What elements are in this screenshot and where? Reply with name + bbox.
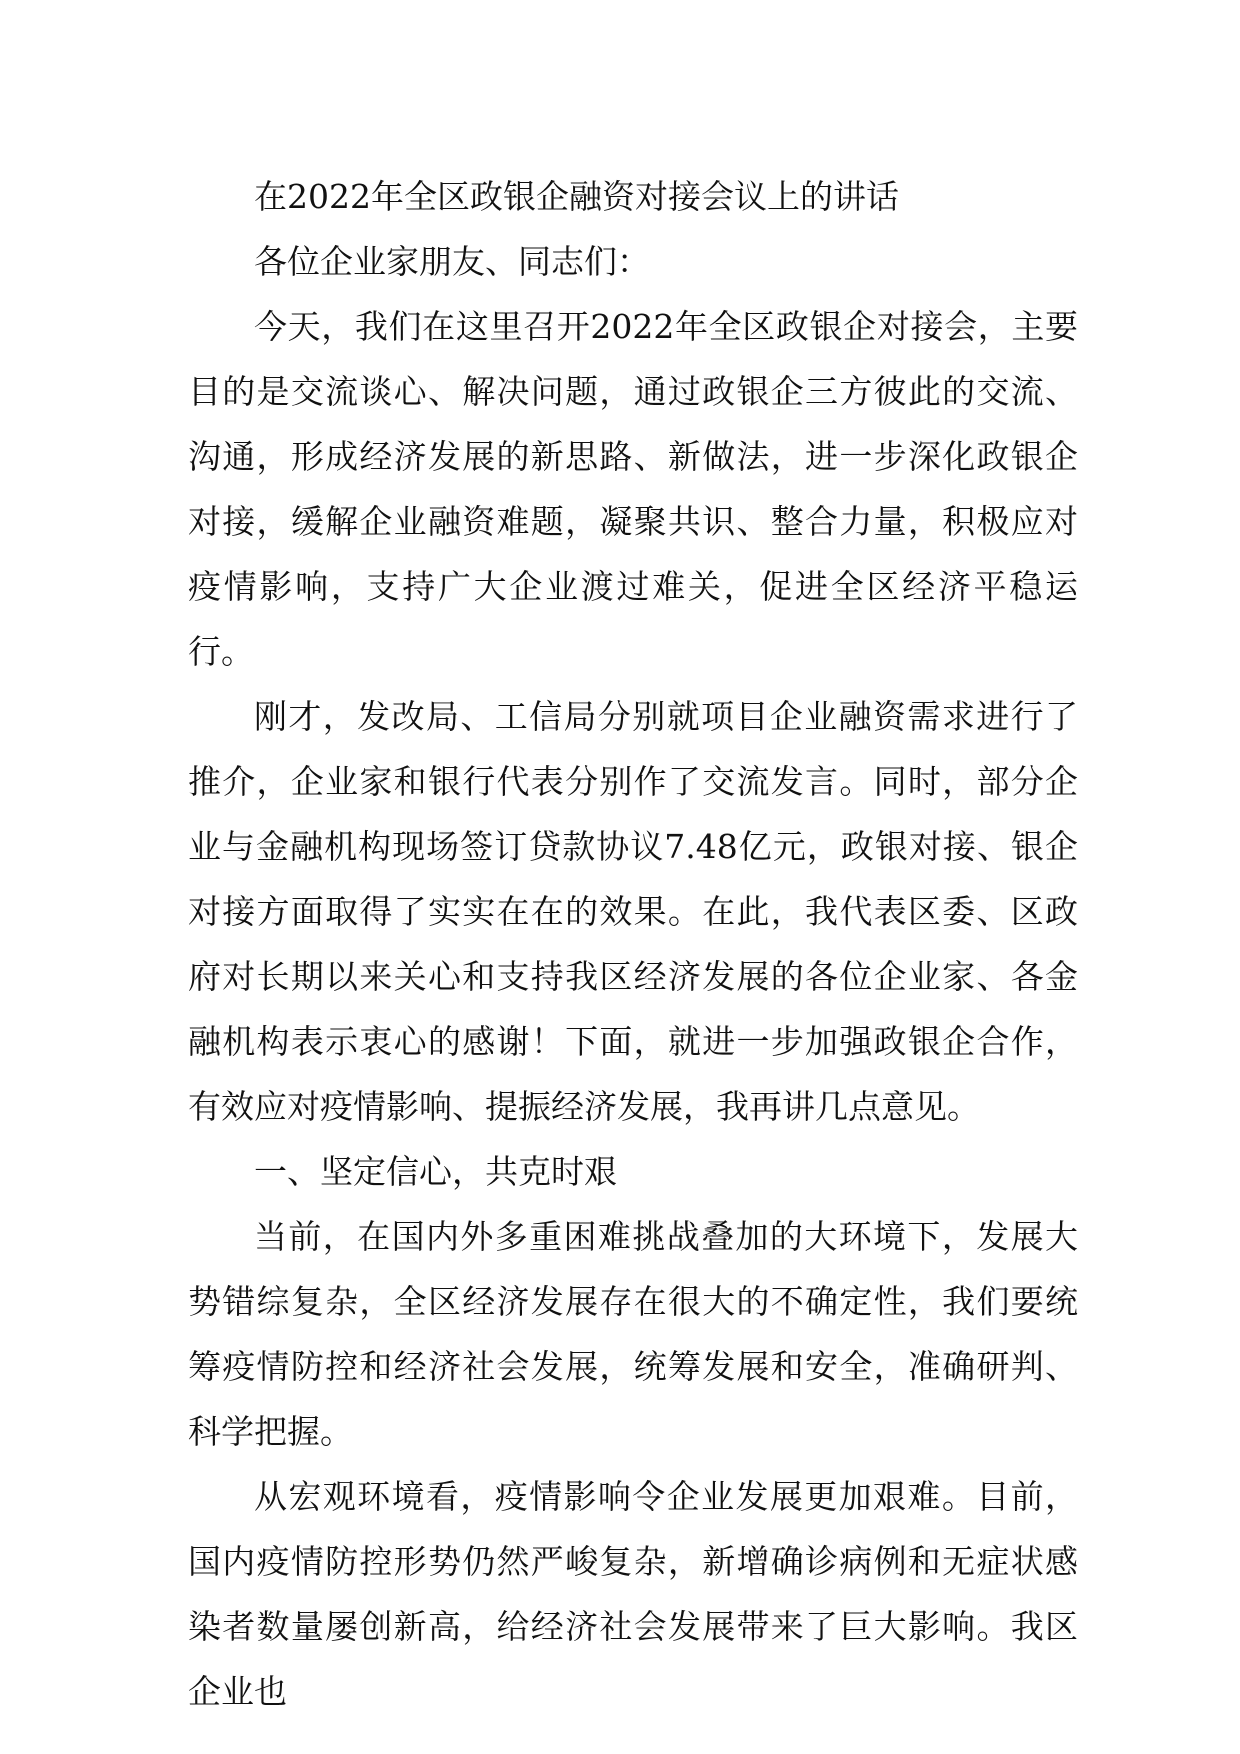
paragraph-results: 刚才，发改局、工信局分别就项目企业融资需求进行了推介，企业家和银行代表分别作了交流发言。同时，部分企业与金融机构现场签订贷款协议7.48亿元，政银对接、银企对接方面取得了实实在在的效果。在此，我代表区委、区政府对长期以来关心和支持我区经济发展的各位企业家、各金融机构表示衷心的感谢！下面，就进一步加强政银企合作，有效应对疫情影响、提振经济发展，我再讲几点意见。 xyxy=(188,697,1078,1126)
salutation: 各位企业家朋友、同志们： xyxy=(254,242,650,281)
paragraph-opening: 今天，我们在这里召开2022年全区政银企对接会，主要目的是交流谈心、解决问题，通过政银企三方彼此的交流、沟通，形成经济发展的新思路、新做法，进一步深化政银企对接，缓解企业融资难题，凝聚共识、整合力量，积极应对疫情影响，支持广大企业渡过难关，促进全区经济平稳运行。 xyxy=(188,307,1078,671)
paragraph-situation: 当前，在国内外多重困难挑战叠加的大环境下，发展大势错综复杂，全区经济发展存在很大的不确定性，我们要统筹疫情防控和经济社会发展，统筹发展和安全，准确研判、科学把握。 xyxy=(188,1217,1078,1451)
document-body xyxy=(188,164,1078,1724)
section-heading: 一、坚定信心，共克时艰 xyxy=(254,1152,617,1191)
document-title: 在2022年全区政银企融资对接会议上的讲话 xyxy=(254,177,899,216)
paragraph-macro-environment: 从宏观环境看，疫情影响令企业发展更加艰难。目前，国内疫情防控形势仍然严峻复杂，新增确诊病例和无症状感染者数量屡创新高，给经济社会发展带来了巨大影响。我区企业也 xyxy=(188,1477,1078,1711)
